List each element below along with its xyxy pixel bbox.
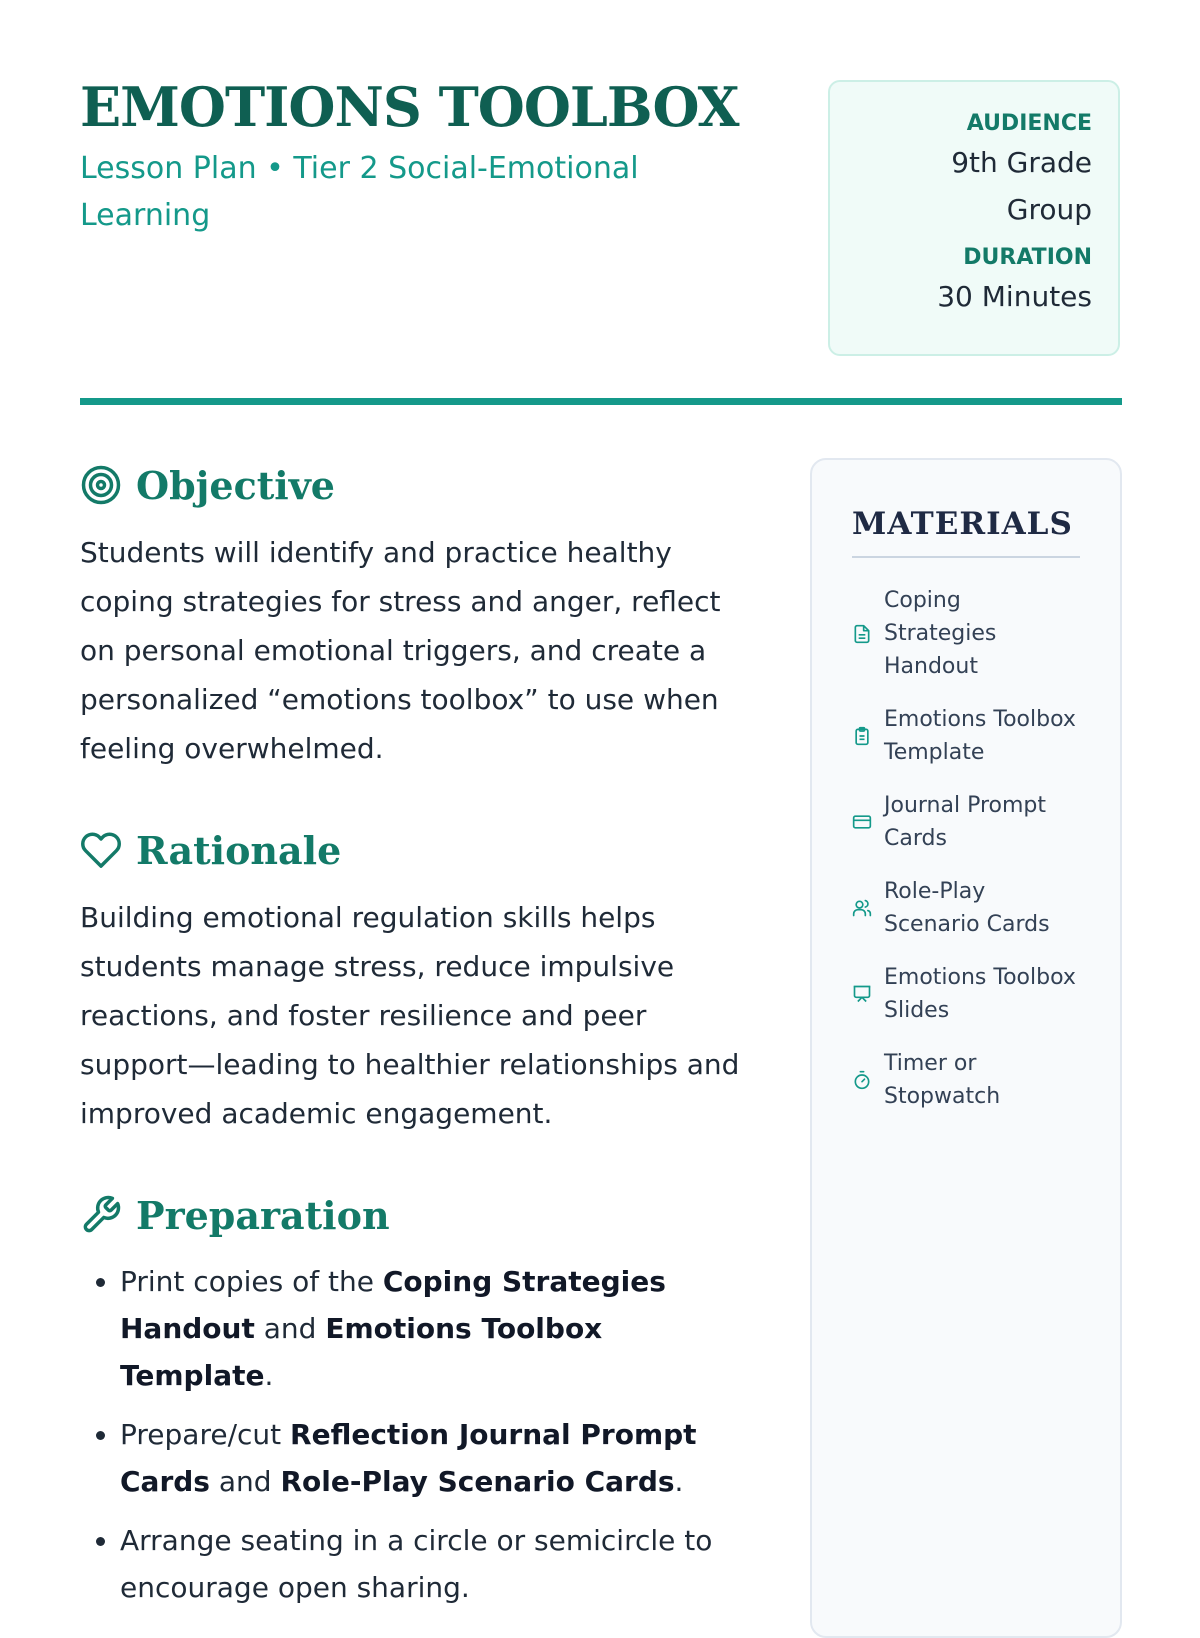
material-label: Coping Strategies Handout	[884, 588, 997, 679]
material-label: Timer or Stopwatch	[884, 1051, 1001, 1109]
rationale-section	[80, 825, 760, 1138]
objective-section	[80, 460, 760, 773]
materials-heading: MATERIALS	[852, 506, 1073, 542]
material-label: Emotions Toolbox Template	[884, 707, 1076, 765]
page-subtitle: Lesson Plan • Tier 2 Social-Emotional Learning	[80, 151, 639, 233]
clipboard-icon	[852, 726, 872, 746]
audience-value-line1: 9th Grade	[951, 146, 1092, 179]
people-icon	[852, 898, 872, 918]
header-divider	[80, 398, 1122, 405]
material-item	[852, 1047, 1080, 1113]
main-content	[80, 460, 760, 1623]
wrench-icon	[80, 1194, 122, 1236]
lesson-info-box	[828, 80, 1120, 356]
preparation-list	[80, 1258, 760, 1611]
document-icon	[852, 624, 872, 644]
objective-heading: Objective	[136, 462, 335, 508]
materials-list	[852, 584, 1080, 1113]
heart-icon	[80, 829, 122, 871]
presentation-icon	[852, 984, 872, 1004]
preparation-heading: Preparation	[136, 1192, 390, 1238]
material-label: Emotions Toolbox Slides	[884, 965, 1076, 1023]
rationale-text: Building emotional regulation skills helps students manage stress, reduce impulsive reactions, and foster resilience and peer support—leading to healthier relationships and improved academic engagement.	[80, 901, 740, 1130]
material-item	[852, 875, 1080, 941]
page-title: EMOTIONS TOOLBOX	[80, 75, 739, 139]
materials-panel	[810, 458, 1122, 1638]
material-label: Role-Play Scenario Cards	[884, 879, 1050, 937]
preparation-section	[80, 1190, 760, 1611]
list-item: • Print copies of the Coping Strategies Handout and Emotions Toolbox Template.	[120, 1258, 760, 1399]
objective-text: Students will identify and practice healthy coping strategies for stress and anger, reflect on personal emotional triggers, and create a personalized “emotions toolbox” to use when feeling overwhelmed.	[80, 536, 721, 765]
material-item	[852, 789, 1080, 855]
duration-label: DURATION	[963, 245, 1092, 270]
list-item: • Prepare/cut Reflection Journal Prompt Cards and Role-Play Scenario Cards.	[120, 1411, 760, 1505]
materials-divider	[852, 556, 1080, 558]
stopwatch-icon	[852, 1070, 872, 1090]
audience-value-line2: Group	[1006, 193, 1092, 226]
target-icon	[80, 464, 122, 506]
duration-value: 30 Minutes	[937, 280, 1092, 313]
material-item	[852, 703, 1080, 769]
card-icon	[852, 812, 872, 832]
material-item	[852, 961, 1080, 1027]
material-label: Journal Prompt Cards	[884, 793, 1047, 851]
audience-label: AUDIENCE	[966, 111, 1092, 136]
rationale-heading: Rationale	[136, 827, 342, 873]
material-item	[852, 584, 1080, 683]
list-item: • Arrange seating in a circle or semicircle to encourage open sharing.	[120, 1517, 760, 1611]
